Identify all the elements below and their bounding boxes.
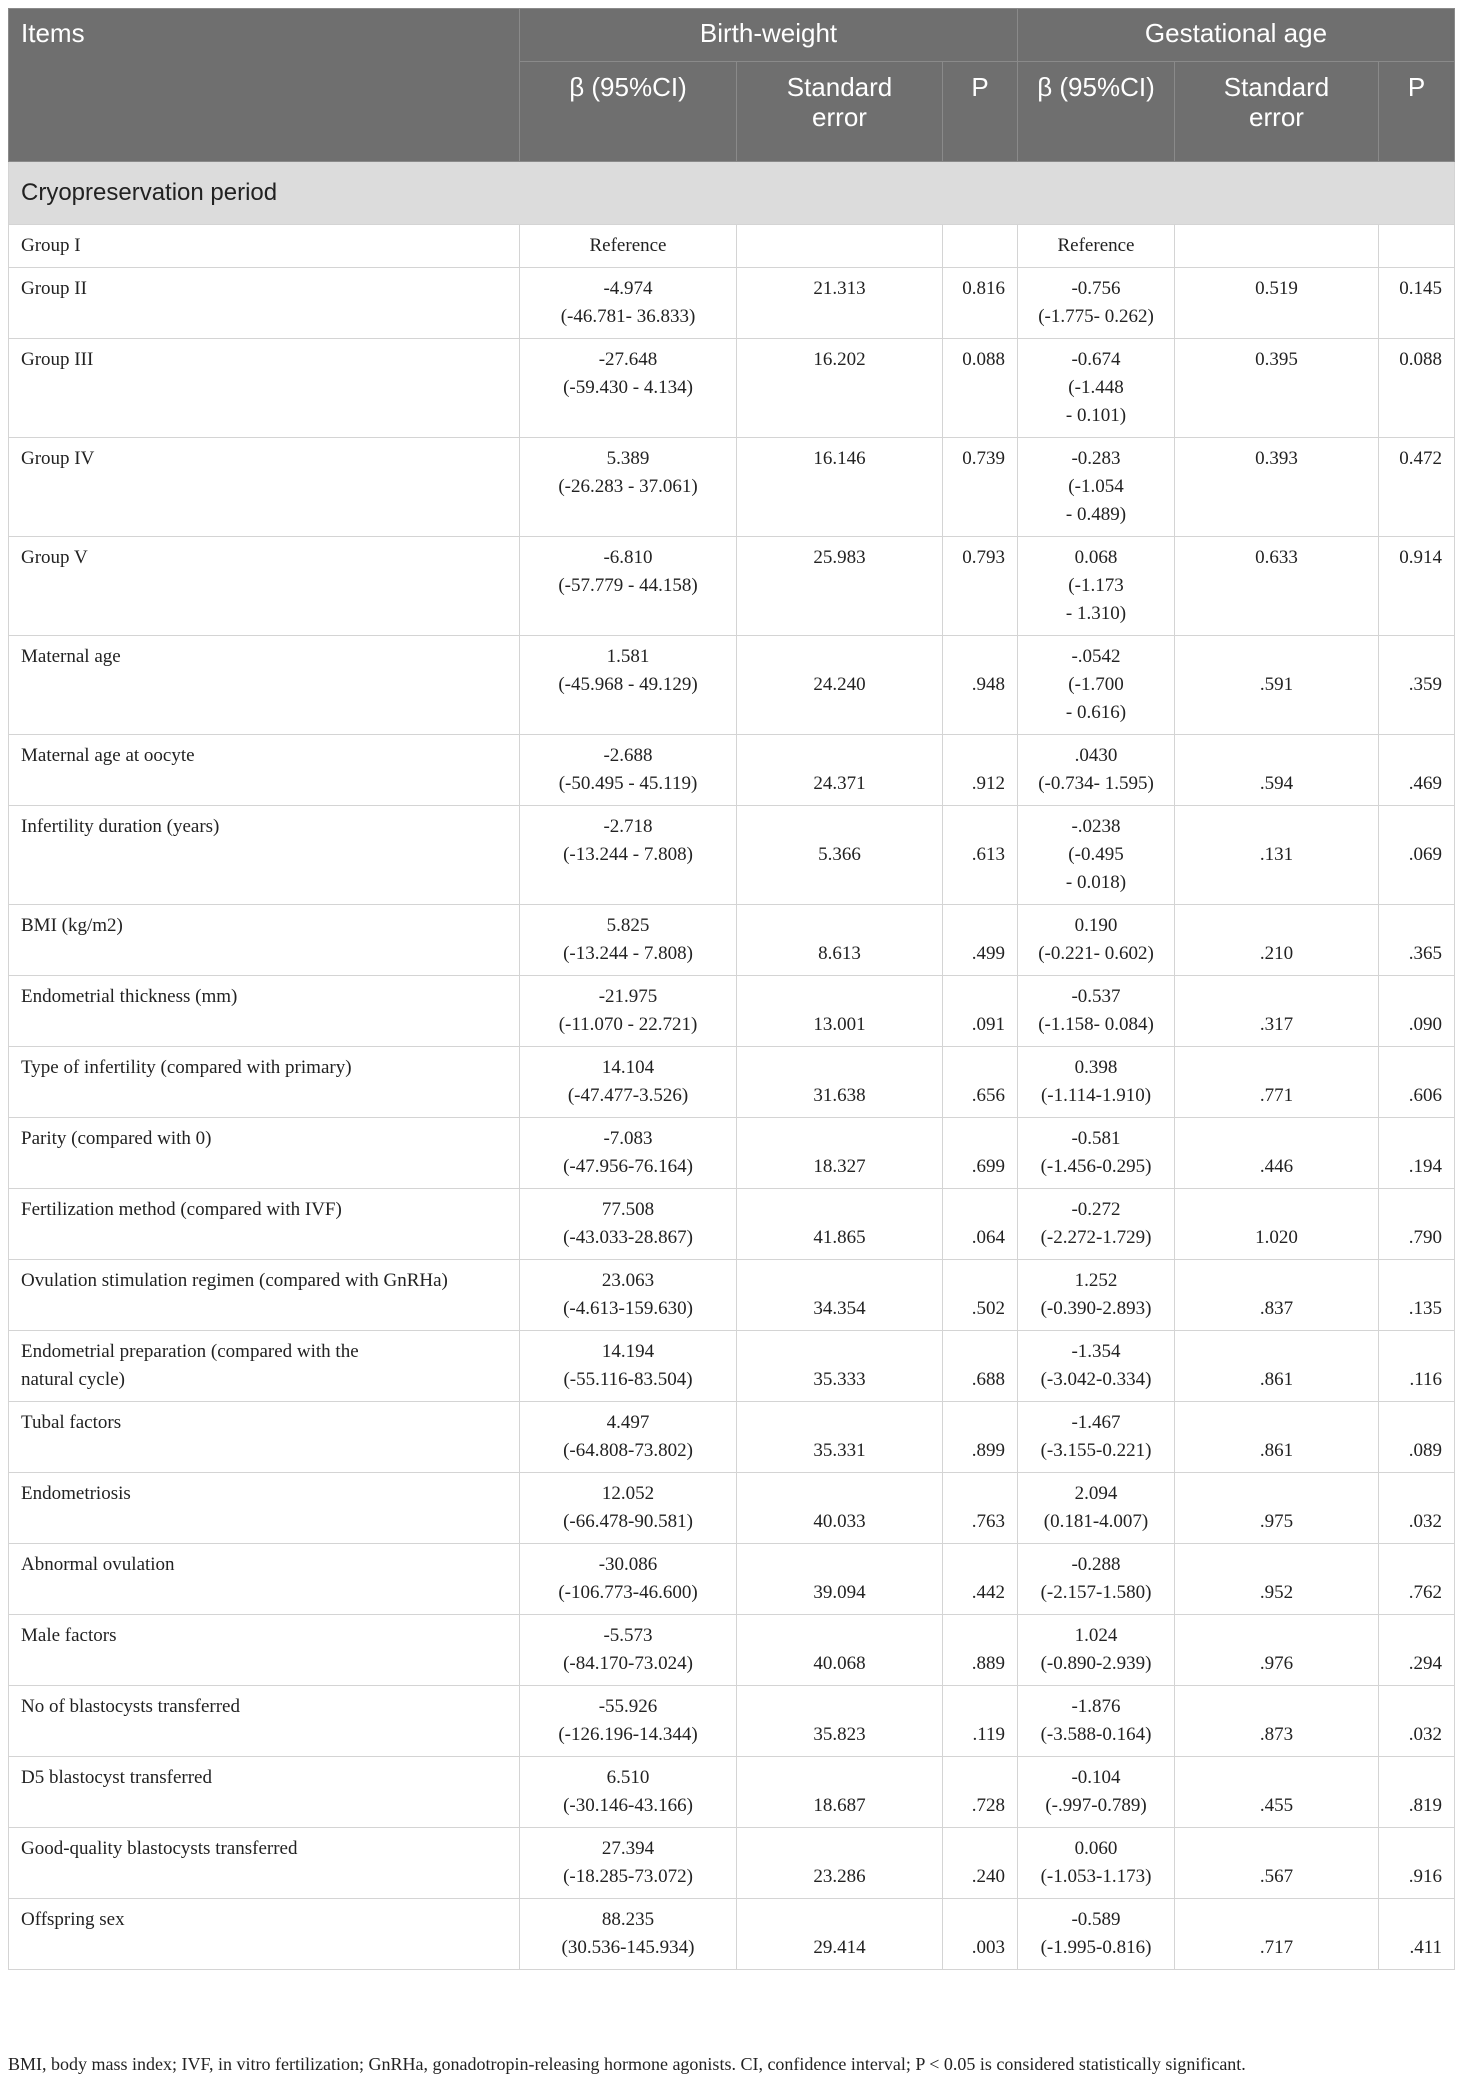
bw-se-cell: 29.414 <box>737 1899 943 1970</box>
bw-p-cell: .119 <box>943 1686 1018 1757</box>
ga-beta-cell: -1.876 (-3.588-0.164) <box>1018 1686 1175 1757</box>
bw-se-cell: 8.613 <box>737 905 943 976</box>
bw-p-cell: .442 <box>943 1544 1018 1615</box>
ga-p-cell: .606 <box>1379 1047 1455 1118</box>
ga-se-cell: .594 <box>1175 735 1379 806</box>
ga-p-cell: .359 <box>1379 636 1455 735</box>
ga-p-cell: .365 <box>1379 905 1455 976</box>
bw-se-cell: 41.865 <box>737 1189 943 1260</box>
table-row <box>9 1047 1455 1118</box>
ga-p-cell: .819 <box>1379 1757 1455 1828</box>
row-label: BMI (kg/m2) <box>9 905 520 976</box>
ga-beta-cell: -0.589 (-1.995-0.816) <box>1018 1899 1175 1970</box>
row-label: Endometrial preparation (compared with the natural cycle) <box>9 1331 520 1402</box>
bw-beta-cell: 77.508 (-43.033-28.867) <box>520 1189 737 1260</box>
ga-se-cell: .131 <box>1175 806 1379 905</box>
ga-beta-cell: .0430 (-0.734- 1.595) <box>1018 735 1175 806</box>
row-label: Parity (compared with 0) <box>9 1118 520 1189</box>
bw-se-cell: 34.354 <box>737 1260 943 1331</box>
ga-se-cell: .837 <box>1175 1260 1379 1331</box>
row-label: Ovulation stimulation regimen (compared with GnRHa) <box>9 1260 520 1331</box>
ga-se-cell: 0.393 <box>1175 438 1379 537</box>
table-row <box>9 1402 1455 1473</box>
ga-p-cell: .090 <box>1379 976 1455 1047</box>
bw-p-cell: .502 <box>943 1260 1018 1331</box>
bw-p-cell: .613 <box>943 806 1018 905</box>
bw-se-cell: 35.333 <box>737 1331 943 1402</box>
bw-p-cell: .003 <box>943 1899 1018 1970</box>
ga-beta-cell: -0.104 (-.997-0.789) <box>1018 1757 1175 1828</box>
bw-se-cell: 16.146 <box>737 438 943 537</box>
bw-beta-cell: 6.510 (-30.146-43.166) <box>520 1757 737 1828</box>
bw-beta-cell: 23.063 (-4.613-159.630) <box>520 1260 737 1331</box>
ga-p-cell: .089 <box>1379 1402 1455 1473</box>
ga-se-cell: .567 <box>1175 1828 1379 1899</box>
ga-beta-cell: -1.354 (-3.042-0.334) <box>1018 1331 1175 1402</box>
ga-se-cell: .976 <box>1175 1615 1379 1686</box>
bw-beta-cell: -7.083 (-47.956-76.164) <box>520 1118 737 1189</box>
row-label: Fertilization method (compared with IVF) <box>9 1189 520 1260</box>
row-label: Group V <box>9 537 520 636</box>
bw-se-cell: 31.638 <box>737 1047 943 1118</box>
ga-p-cell: .294 <box>1379 1615 1455 1686</box>
regression-table-container <box>8 8 1454 1970</box>
ga-p-cell: 0.088 <box>1379 339 1455 438</box>
row-label: Endometrial thickness (mm) <box>9 976 520 1047</box>
bw-p-cell: .728 <box>943 1757 1018 1828</box>
ga-beta-cell: -0.288 (-2.157-1.580) <box>1018 1544 1175 1615</box>
ga-p-cell: .069 <box>1379 806 1455 905</box>
table-row <box>9 976 1455 1047</box>
bw-p-cell: 0.739 <box>943 438 1018 537</box>
table-row <box>9 1260 1455 1331</box>
ga-beta-cell: 0.068 (-1.173 - 1.310) <box>1018 537 1175 636</box>
bw-p-cell: .889 <box>943 1615 1018 1686</box>
ga-beta-cell: -1.467 (-3.155-0.221) <box>1018 1402 1175 1473</box>
ga-p-cell: .916 <box>1379 1828 1455 1899</box>
header-bw-beta: β (95%CI) <box>520 62 737 162</box>
ga-beta-cell: -0.756 (-1.775- 0.262) <box>1018 268 1175 339</box>
ga-se-cell: .446 <box>1175 1118 1379 1189</box>
table-header <box>9 9 1455 162</box>
ga-se-cell: .975 <box>1175 1473 1379 1544</box>
bw-p-cell <box>943 225 1018 268</box>
row-label: Group II <box>9 268 520 339</box>
ga-se-cell: .861 <box>1175 1331 1379 1402</box>
bw-beta-cell: 5.825 (-13.244 - 7.808) <box>520 905 737 976</box>
table-row <box>9 636 1455 735</box>
ga-se-cell: 0.633 <box>1175 537 1379 636</box>
bw-se-cell: 23.286 <box>737 1828 943 1899</box>
row-label: Abnormal ovulation <box>9 1544 520 1615</box>
bw-se-cell: 24.240 <box>737 636 943 735</box>
bw-beta-cell: -2.688 (-50.495 - 45.119) <box>520 735 737 806</box>
ga-p-cell: .411 <box>1379 1899 1455 1970</box>
table-row <box>9 1757 1455 1828</box>
header-bw-se: Standard error <box>737 62 943 162</box>
row-label: D5 blastocyst transferred <box>9 1757 520 1828</box>
ga-se-cell: .952 <box>1175 1544 1379 1615</box>
header-ga-beta: β (95%CI) <box>1018 62 1175 162</box>
bw-beta-cell: -55.926 (-126.196-14.344) <box>520 1686 737 1757</box>
table-row <box>9 1189 1455 1260</box>
bw-p-cell: .912 <box>943 735 1018 806</box>
table-row <box>9 735 1455 806</box>
ga-beta-cell: -0.283 (-1.054 - 0.489) <box>1018 438 1175 537</box>
bw-se-cell: 40.068 <box>737 1615 943 1686</box>
ga-se-cell: .591 <box>1175 636 1379 735</box>
bw-beta-cell: 27.394 (-18.285-73.072) <box>520 1828 737 1899</box>
ga-se-cell: .455 <box>1175 1757 1379 1828</box>
row-label: Maternal age at oocyte <box>9 735 520 806</box>
bw-p-cell: .064 <box>943 1189 1018 1260</box>
bw-beta-cell: 12.052 (-66.478-90.581) <box>520 1473 737 1544</box>
ga-p-cell: .032 <box>1379 1473 1455 1544</box>
bw-beta-cell: -21.975 (-11.070 - 22.721) <box>520 976 737 1047</box>
table-row <box>9 1686 1455 1757</box>
ga-se-cell: .873 <box>1175 1686 1379 1757</box>
bw-p-cell: 0.793 <box>943 537 1018 636</box>
table-row <box>9 1331 1455 1402</box>
header-birth-weight: Birth-weight <box>520 9 1018 62</box>
ga-p-cell: .790 <box>1379 1189 1455 1260</box>
bw-p-cell: .688 <box>943 1331 1018 1402</box>
section-label: Cryopreservation period <box>9 162 1455 225</box>
ga-beta-cell: 1.024 (-0.890-2.939) <box>1018 1615 1175 1686</box>
bw-p-cell: .499 <box>943 905 1018 976</box>
row-label: Infertility duration (years) <box>9 806 520 905</box>
header-ga-p: P <box>1379 62 1455 162</box>
row-label: Type of infertility (compared with primary) <box>9 1047 520 1118</box>
ga-beta-cell: -0.272 (-2.272-1.729) <box>1018 1189 1175 1260</box>
bw-beta-cell: 4.497 (-64.808-73.802) <box>520 1402 737 1473</box>
ga-beta-cell: 2.094 (0.181-4.007) <box>1018 1473 1175 1544</box>
ga-se-cell: .317 <box>1175 976 1379 1047</box>
bw-p-cell: .091 <box>943 976 1018 1047</box>
bw-beta-cell: -2.718 (-13.244 - 7.808) <box>520 806 737 905</box>
ga-beta-cell: -0.537 (-1.158- 0.084) <box>1018 976 1175 1047</box>
section-row <box>9 162 1455 225</box>
bw-p-cell: .699 <box>943 1118 1018 1189</box>
ga-se-cell: .717 <box>1175 1899 1379 1970</box>
bw-se-cell: 35.823 <box>737 1686 943 1757</box>
bw-se-cell: 40.033 <box>737 1473 943 1544</box>
bw-se-cell: 24.371 <box>737 735 943 806</box>
row-label: Maternal age <box>9 636 520 735</box>
ga-se-cell: 0.519 <box>1175 268 1379 339</box>
ga-p-cell: 0.472 <box>1379 438 1455 537</box>
ga-se-cell <box>1175 225 1379 268</box>
row-label: No of blastocysts transferred <box>9 1686 520 1757</box>
ga-p-cell: .135 <box>1379 1260 1455 1331</box>
ga-se-cell: .210 <box>1175 905 1379 976</box>
ga-beta-cell: -0.581 (-1.456-0.295) <box>1018 1118 1175 1189</box>
table-row <box>9 1899 1455 1970</box>
row-label: Group IV <box>9 438 520 537</box>
ga-beta-cell: -.0542 (-1.700 - 0.616) <box>1018 636 1175 735</box>
bw-beta-cell: 14.104 (-47.477-3.526) <box>520 1047 737 1118</box>
bw-se-cell: 18.327 <box>737 1118 943 1189</box>
bw-se-cell <box>737 225 943 268</box>
bw-beta-cell: -30.086 (-106.773-46.600) <box>520 1544 737 1615</box>
table-row <box>9 1118 1455 1189</box>
bw-se-cell: 21.313 <box>737 268 943 339</box>
ga-beta-cell: 1.252 (-0.390-2.893) <box>1018 1260 1175 1331</box>
bw-beta-cell: Reference <box>520 225 737 268</box>
ga-p-cell: .469 <box>1379 735 1455 806</box>
header-ga-se: Standard error <box>1175 62 1379 162</box>
table-row <box>9 339 1455 438</box>
regression-table <box>8 8 1455 1970</box>
ga-p-cell: .762 <box>1379 1544 1455 1615</box>
bw-se-cell: 35.331 <box>737 1402 943 1473</box>
bw-p-cell: .899 <box>943 1402 1018 1473</box>
bw-beta-cell: -4.974 (-46.781- 36.833) <box>520 268 737 339</box>
ga-beta-cell: -.0238 (-0.495 - 0.018) <box>1018 806 1175 905</box>
ga-se-cell: .861 <box>1175 1402 1379 1473</box>
bw-p-cell: .656 <box>943 1047 1018 1118</box>
ga-beta-cell: 0.190 (-0.221- 0.602) <box>1018 905 1175 976</box>
ga-beta-cell: Reference <box>1018 225 1175 268</box>
row-label: Offspring sex <box>9 1899 520 1970</box>
bw-se-cell: 16.202 <box>737 339 943 438</box>
table-row <box>9 905 1455 976</box>
bw-beta-cell: 1.581 (-45.968 - 49.129) <box>520 636 737 735</box>
bw-se-cell: 39.094 <box>737 1544 943 1615</box>
ga-p-cell: 0.914 <box>1379 537 1455 636</box>
header-gestational-age: Gestational age <box>1018 9 1455 62</box>
ga-se-cell: .771 <box>1175 1047 1379 1118</box>
table-footnote: BMI, body mass index; IVF, in vitro fertilization; GnRHa, gonadotropin-releasing hormone agonists. CI, confidence interval; P < 0.05 is considered statistically significant. <box>8 2054 1246 2074</box>
header-items: Items <box>9 9 520 162</box>
bw-p-cell: .763 <box>943 1473 1018 1544</box>
ga-p-cell: .116 <box>1379 1331 1455 1402</box>
bw-se-cell: 25.983 <box>737 537 943 636</box>
table-row <box>9 1473 1455 1544</box>
bw-beta-cell: -27.648 (-59.430 - 4.134) <box>520 339 737 438</box>
ga-beta-cell: 0.060 (-1.053-1.173) <box>1018 1828 1175 1899</box>
bw-se-cell: 13.001 <box>737 976 943 1047</box>
bw-p-cell: 0.816 <box>943 268 1018 339</box>
ga-p-cell: 0.145 <box>1379 268 1455 339</box>
bw-beta-cell: 14.194 (-55.116-83.504) <box>520 1331 737 1402</box>
row-label: Group III <box>9 339 520 438</box>
table-row <box>9 1544 1455 1615</box>
ga-se-cell: 0.395 <box>1175 339 1379 438</box>
bw-beta-cell: -6.810 (-57.779 - 44.158) <box>520 537 737 636</box>
table-row <box>9 268 1455 339</box>
bw-beta-cell: -5.573 (-84.170-73.024) <box>520 1615 737 1686</box>
bw-p-cell: .948 <box>943 636 1018 735</box>
bw-p-cell: .240 <box>943 1828 1018 1899</box>
ga-p-cell: .032 <box>1379 1686 1455 1757</box>
table-row <box>9 1615 1455 1686</box>
bw-se-cell: 5.366 <box>737 806 943 905</box>
ga-se-cell: 1.020 <box>1175 1189 1379 1260</box>
table-row <box>9 537 1455 636</box>
header-bw-p: P <box>943 62 1018 162</box>
ga-p-cell <box>1379 225 1455 268</box>
ga-p-cell: .194 <box>1379 1118 1455 1189</box>
row-label: Endometriosis <box>9 1473 520 1544</box>
table-row <box>9 1828 1455 1899</box>
bw-beta-cell: 5.389 (-26.283 - 37.061) <box>520 438 737 537</box>
row-label: Male factors <box>9 1615 520 1686</box>
table-row <box>9 438 1455 537</box>
bw-beta-cell: 88.235 (30.536-145.934) <box>520 1899 737 1970</box>
row-label: Good-quality blastocysts transferred <box>9 1828 520 1899</box>
bw-se-cell: 18.687 <box>737 1757 943 1828</box>
table-body <box>9 162 1455 1970</box>
ga-beta-cell: 0.398 (-1.114-1.910) <box>1018 1047 1175 1118</box>
bw-p-cell: 0.088 <box>943 339 1018 438</box>
table-row <box>9 225 1455 268</box>
row-label: Tubal factors <box>9 1402 520 1473</box>
row-label: Group I <box>9 225 520 268</box>
ga-beta-cell: -0.674 (-1.448 - 0.101) <box>1018 339 1175 438</box>
table-row <box>9 806 1455 905</box>
